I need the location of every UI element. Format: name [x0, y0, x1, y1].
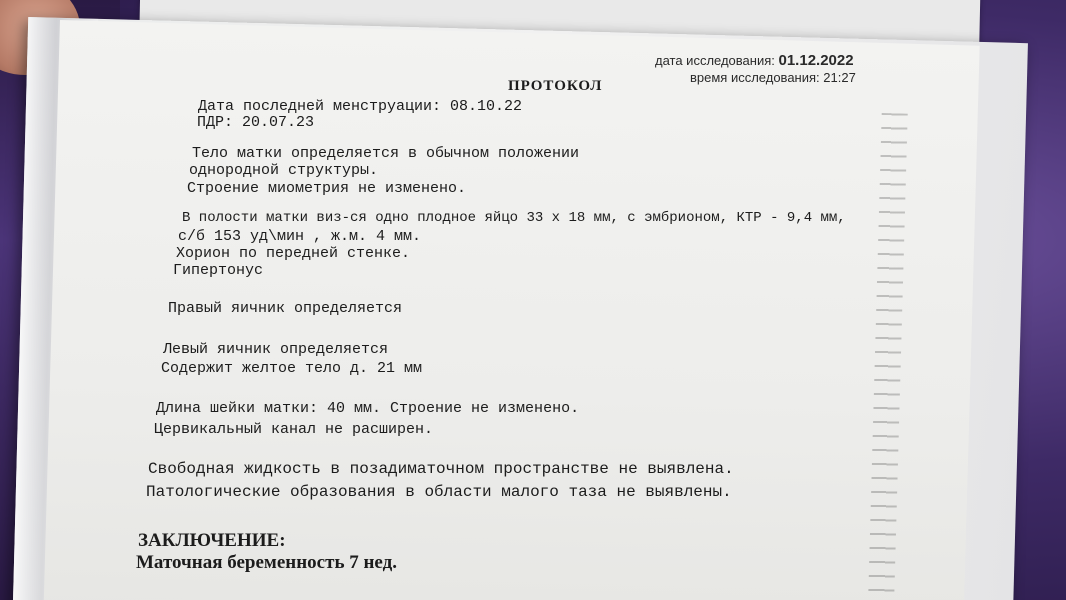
exam-date-value: 01.12.2022 — [778, 52, 854, 69]
conclusion-text: Маточная беременность 7 нед. — [136, 552, 397, 573]
pelvis-line-1: Свободная жидкость в позадиматочном пространстве не выявлена. — [148, 460, 734, 478]
exam-time — [690, 70, 856, 85]
document-title: ПРОТОКОЛ — [508, 78, 603, 94]
expected-birth-date: ПДР: 20.07.23 — [197, 114, 315, 131]
exam-date — [655, 52, 854, 69]
menstruation-date: Дата последней менструации: 08.10.22 — [198, 98, 523, 115]
exam-time-value: 21:27 — [823, 70, 856, 85]
uterus-line-2: однородной структуры. — [189, 162, 379, 179]
conclusion-heading: ЗАКЛЮЧЕНИЕ: — [138, 530, 286, 551]
left-ovary-line-2: Содержит желтое тело д. 21 мм — [161, 360, 423, 377]
cervix-line-1: Длина шейки матки: 40 мм. Строение не изменено. — [156, 400, 580, 417]
uterus-line-1: Тело матки определяется в обычном положении — [192, 145, 580, 162]
cavity-line-2: с/б 153 уд\мин , ж.м. 4 мм. — [178, 228, 422, 245]
pelvis-line-2: Патологические образования в области малого таза не выявлены. — [146, 483, 732, 501]
uterus-line-3: Строение миометрия не изменено. — [187, 180, 467, 197]
exam-time-label: время исследования: — [690, 70, 820, 85]
cavity-line-3: Хорион по передней стенке. — [176, 245, 411, 262]
cavity-line-1: В полости матки виз-ся одно плодное яйцо 33 х 18 мм, с эмбрионом, КТР - 9,4 мм, — [182, 210, 846, 226]
right-ovary: Правый яичник определяется — [168, 300, 403, 317]
cervix-line-2: Цервикальный канал не расширен. — [154, 421, 434, 438]
exam-date-label: дата исследования: — [655, 53, 775, 68]
left-ovary-line-1: Левый яичник определяется — [163, 341, 389, 358]
cavity-line-4: Гипертонус — [173, 262, 264, 279]
